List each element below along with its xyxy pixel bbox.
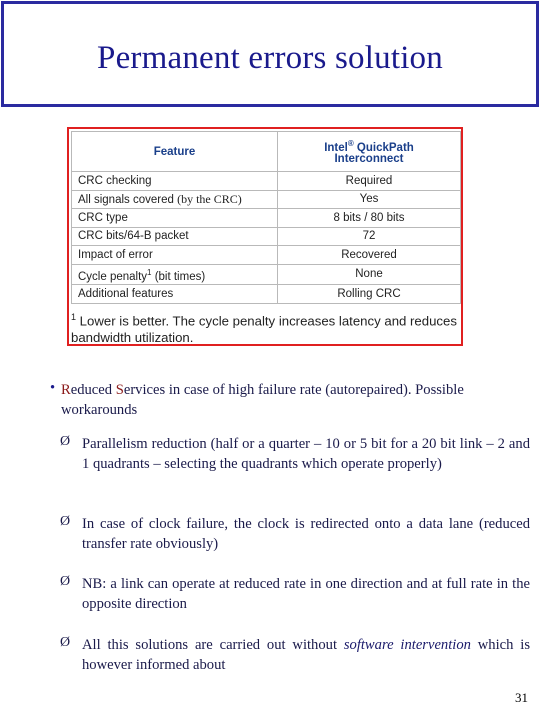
row-feature-suffix: (bit times) (151, 270, 206, 283)
arrow-bullet-icon: Ø (60, 514, 71, 529)
row-feature: Impact of error (72, 246, 278, 265)
sub-item-software (60, 635, 530, 675)
table-row (72, 190, 461, 209)
sub-item-nb (60, 574, 530, 614)
row-feature (72, 190, 278, 209)
table-row (72, 246, 461, 265)
registered-mark: ® (347, 138, 354, 148)
bullet-rest: ervices in case of high failure rate (autorepaired). Possible workarounds (61, 382, 464, 418)
row-value: Required (278, 172, 461, 191)
row-feature: Additional features (72, 285, 278, 304)
row-value: Yes (278, 190, 461, 209)
bullet-dot-icon: • (50, 380, 56, 396)
bullet-word-educed: educed (70, 382, 116, 398)
header-qpi-line2: Interconnect (334, 153, 404, 166)
table-row (72, 264, 461, 285)
sub-item-text (82, 635, 530, 675)
header-feature: Feature (72, 132, 278, 172)
row-feature (72, 264, 278, 285)
row-value: 72 (278, 227, 461, 246)
table-row (72, 285, 461, 304)
table-row (72, 227, 461, 246)
table-row (72, 172, 461, 191)
qpi-feature-table (71, 131, 461, 304)
row-value: 8 bits / 80 bits (278, 209, 461, 228)
main-bullet (50, 380, 500, 420)
header-qpi-line1b: QuickPath (353, 141, 414, 154)
table-row (72, 209, 461, 228)
row-feature: CRC bits/64-B packet (72, 227, 278, 246)
row-feature-text: All signals covered (78, 193, 174, 206)
header-qpi-line1: Intel (324, 141, 348, 154)
title-box (1, 1, 539, 107)
sub-item-text-post: which is however informed about (82, 637, 531, 673)
sub-item-text-pre: All this solutions are carried out without (82, 637, 344, 653)
main-bullet-text (61, 380, 500, 420)
sub-item-clock (60, 514, 530, 554)
row-value: Recovered (278, 246, 461, 265)
table-header-row (72, 132, 461, 172)
sub-item-text: Parallelism reduction (half or a quarter – 10 or 5 bit for a 20 bit link – 2 and 1 quadrants – selecting the quadrants which operate properly) (82, 436, 530, 472)
slide-title: Permanent errors solution (97, 40, 443, 76)
arrow-bullet-icon: Ø (60, 635, 71, 650)
arrow-bullet-icon: Ø (60, 434, 71, 449)
qpi-feature-table-frame (67, 127, 463, 346)
sub-item-parallelism (60, 434, 530, 474)
footnote-text: Lower is better. The cycle penalty increases latency and reduces bandwidth utilization. (71, 313, 457, 346)
table-footnote (71, 309, 463, 346)
footnote-marker: 1 (71, 312, 77, 322)
footnote-ref: 1 (147, 267, 152, 277)
sub-item-text: NB: a link can operate at reduced rate in one direction and at full rate in the opposite direction (82, 576, 530, 612)
header-qpi (278, 132, 461, 172)
page-number: 31 (515, 690, 528, 705)
row-feature: CRC type (72, 209, 278, 228)
sub-item-text: In case of clock failure, the clock is redirected onto a data lane (reduced transfer rate obviously) (82, 516, 530, 552)
arrow-bullet-icon: Ø (60, 574, 71, 589)
cap-s: S (115, 382, 124, 398)
row-value: Rolling CRC (278, 285, 461, 304)
row-feature: CRC checking (72, 172, 278, 191)
row-feature-text: Cycle penalty (78, 270, 148, 283)
software-intervention-emphasis: software intervention (343, 637, 471, 653)
by-crc-annotation: (by the CRC) (177, 191, 242, 206)
row-value: None (278, 264, 461, 285)
cap-r: R (61, 382, 71, 398)
